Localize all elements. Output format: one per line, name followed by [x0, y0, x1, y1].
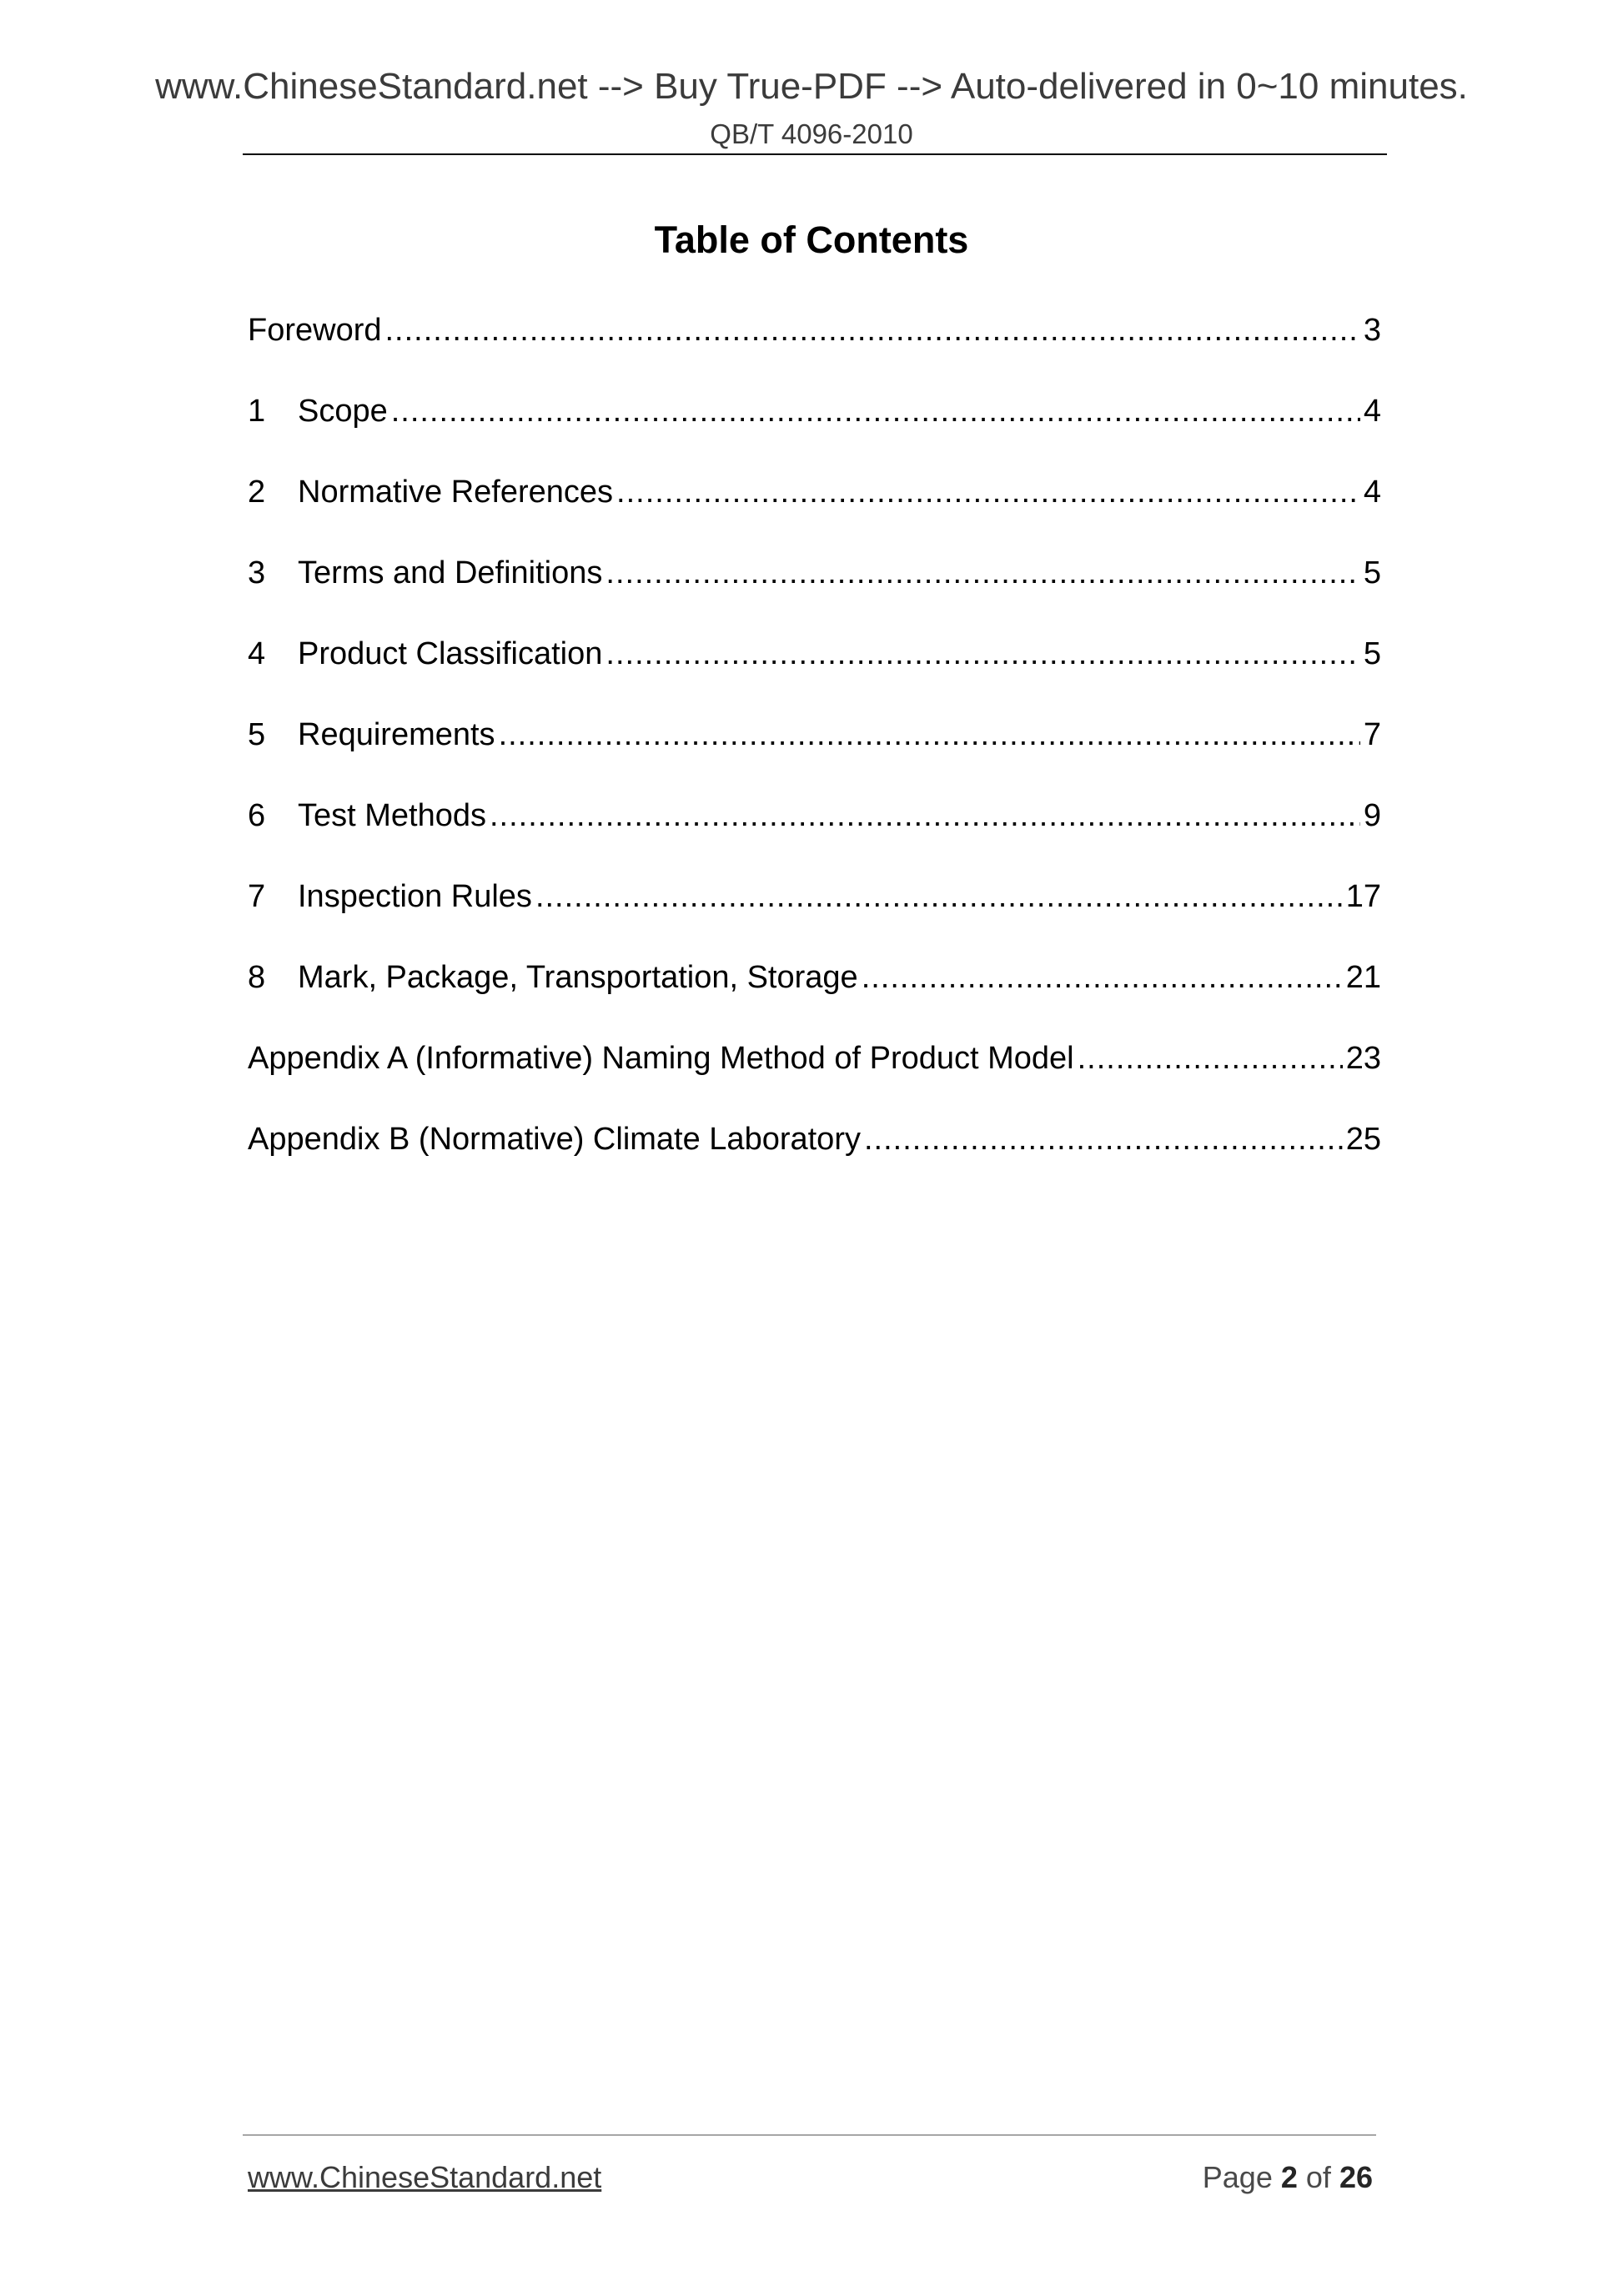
toc-dot-leader — [864, 1113, 1343, 1166]
toc-entry-label: Mark, Package, Transportation, Storage — [298, 960, 858, 995]
toc-entry-scope[interactable] — [248, 384, 1381, 465]
toc-dot-leader — [535, 870, 1343, 923]
footer-page-indicator — [1203, 2158, 1373, 2198]
toc-entry-label: Normative References — [298, 475, 614, 510]
toc-entry-inspection-rules[interactable] — [248, 870, 1381, 951]
footer-of-word: of — [1305, 2160, 1331, 2194]
footer-total-pages: 26 — [1339, 2160, 1373, 2194]
toc-dot-leader — [862, 951, 1343, 1004]
toc-title: Table of Contents — [654, 219, 969, 261]
toc-entry-product-classification[interactable] — [248, 627, 1381, 708]
toc-dot-leader — [1078, 1032, 1343, 1085]
toc-entry-page: 17 — [1345, 879, 1381, 914]
toc-entry-page: 25 — [1345, 1122, 1381, 1157]
toc-entry-number: 3 — [248, 555, 266, 590]
toc-entry-number: 4 — [248, 636, 266, 671]
footer-current-page: 2 — [1280, 2160, 1298, 2194]
toc-entry-label: Inspection Rules — [298, 879, 532, 914]
toc-entry-number: 7 — [248, 879, 266, 914]
toc-entry-page: 3 — [1363, 313, 1381, 348]
toc-entry-test-methods[interactable] — [248, 789, 1381, 870]
toc-entry-number: 1 — [248, 394, 266, 429]
toc-entry-appendix-a[interactable] — [248, 1032, 1381, 1113]
toc-entry-page: 9 — [1363, 798, 1381, 833]
toc-entry-page: 21 — [1345, 960, 1381, 995]
toc-entry-label: Scope — [298, 394, 388, 429]
toc-entry-label: Appendix A (Informative) Naming Method of Product Model — [248, 1041, 1074, 1076]
toc-entry-number: 6 — [248, 798, 266, 833]
toc-dot-leader — [605, 627, 1359, 681]
toc-dot-leader — [490, 789, 1360, 842]
toc-entry-normative-references[interactable] — [248, 465, 1381, 546]
toc-entry-page: 5 — [1363, 555, 1381, 590]
toc-entry-mark-package[interactable] — [248, 951, 1381, 1032]
toc-entry-foreword[interactable] — [248, 304, 1381, 384]
toc-entry-appendix-b[interactable] — [248, 1113, 1381, 1193]
toc-dot-leader — [385, 304, 1360, 357]
toc-entry-page: 4 — [1363, 475, 1381, 510]
toc-entry-label: Test Methods — [298, 798, 486, 833]
toc-entry-page: 4 — [1363, 394, 1381, 429]
toc-dot-leader — [616, 465, 1360, 519]
toc-entry-page: 5 — [1363, 636, 1381, 671]
toc-entry-page: 7 — [1363, 717, 1381, 752]
footer-site-link[interactable]: www.ChineseStandard.net — [248, 2160, 602, 2194]
toc-dot-leader — [499, 708, 1360, 761]
toc-list — [248, 304, 1381, 1193]
toc-entry-label: Appendix B (Normative) Climate Laboratory — [248, 1122, 861, 1157]
toc-entry-label: Terms and Definitions — [298, 555, 603, 590]
toc-entry-terms-definitions[interactable] — [248, 546, 1381, 627]
toc-dot-leader — [391, 384, 1360, 438]
toc-entry-number: 8 — [248, 960, 266, 995]
header-divider — [243, 153, 1387, 155]
footer-page-word: Page — [1202, 2160, 1273, 2194]
toc-entry-label: Requirements — [298, 717, 495, 752]
toc-dot-leader — [605, 546, 1359, 600]
toc-entry-number: 2 — [248, 475, 266, 510]
footer-divider — [243, 2134, 1376, 2136]
toc-entry-requirements[interactable] — [248, 708, 1381, 789]
header-banner: www.ChineseStandard.net --> Buy True-PDF --> Auto-delivered in 0~10 minutes. — [155, 66, 1468, 107]
toc-entry-label: Foreword — [248, 313, 382, 348]
toc-entry-number: 5 — [248, 717, 266, 752]
toc-entry-page: 23 — [1345, 1041, 1381, 1076]
toc-entry-label: Product Classification — [298, 636, 603, 671]
document-code: QB/T 4096-2010 — [710, 118, 913, 149]
